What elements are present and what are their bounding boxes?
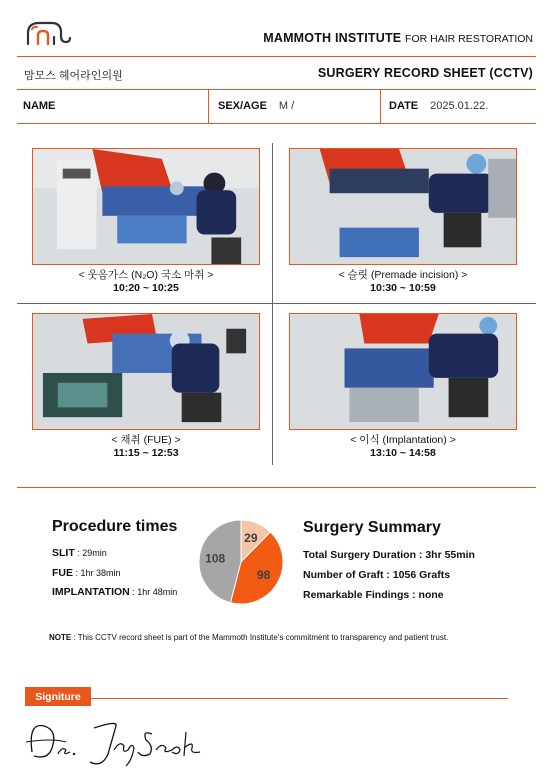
procedure-label: SLIT bbox=[52, 547, 75, 559]
summary-graft: Number of Graft : 1056 Grafts bbox=[303, 569, 451, 581]
photo-time: 10:20 ~ 10:25 bbox=[113, 282, 179, 294]
pie-slice-label: 98 bbox=[256, 567, 271, 582]
procedure-item bbox=[52, 544, 177, 564]
photo-caption: < 채취 (FUE) > bbox=[111, 434, 181, 446]
photo-grid-vertical-divider bbox=[272, 143, 273, 465]
cctv-photo-implantation bbox=[289, 313, 517, 430]
header-divider bbox=[17, 56, 536, 57]
note-text: : This CCTV record sheet is part of the Mammoth Institute's commitment to transparency and patient trust. bbox=[71, 633, 449, 642]
photo-cell-slit bbox=[289, 148, 517, 295]
summary-title: Surgery Summary bbox=[303, 519, 441, 536]
photo-grid-horizontal-divider bbox=[17, 303, 536, 304]
summary-list bbox=[303, 545, 475, 605]
procedure-label: IMPLANTATION bbox=[52, 586, 130, 598]
summary-duration: Total Surgery Duration : 3hr 55min bbox=[303, 549, 475, 561]
photo-time: 13:10 ~ 14:58 bbox=[370, 447, 436, 459]
photo-caption: < 이식 (Implantation) > bbox=[350, 434, 456, 446]
procedure-item bbox=[52, 564, 177, 584]
cctv-photo-anesthesia bbox=[32, 148, 260, 265]
photo-caption: < 슬릿 (Premade incision) > bbox=[338, 269, 468, 281]
procedure-list bbox=[52, 544, 177, 603]
procedure-value: : 29min bbox=[74, 548, 107, 558]
patient-info-row bbox=[17, 89, 536, 123]
signature-label: Signiture bbox=[25, 687, 91, 706]
photo-time: 11:15 ~ 12:53 bbox=[113, 447, 179, 459]
procedure-item bbox=[52, 583, 177, 603]
institute-sub: FOR HAIR RESTORATION bbox=[405, 33, 533, 45]
signature-handwriting bbox=[22, 712, 212, 770]
procedure-pie-chart bbox=[198, 519, 284, 605]
date-cell bbox=[381, 89, 536, 123]
mammoth-logo-icon bbox=[24, 20, 72, 46]
date-value: 2025.01.22. bbox=[430, 100, 489, 112]
note bbox=[49, 633, 448, 642]
cctv-photo-fue bbox=[32, 313, 260, 430]
name-cell bbox=[17, 89, 208, 123]
signature-line bbox=[91, 698, 508, 699]
procedure-label: FUE bbox=[52, 566, 73, 579]
pie-slice-label: 108 bbox=[205, 551, 226, 566]
info-bottom-line bbox=[17, 123, 536, 124]
sexage-cell bbox=[209, 89, 380, 123]
sheet-title: SURGERY RECORD SHEET (CCTV) bbox=[317, 66, 533, 80]
photo-cell-fue bbox=[32, 313, 260, 460]
photo-caption: < 웃음가스 (N₂O) 국소 마취 > bbox=[78, 269, 214, 281]
procedure-value: : 1hr 48min bbox=[129, 587, 178, 597]
photo-cell-implantation bbox=[289, 313, 517, 460]
procedure-value: : 1hr 38min bbox=[73, 567, 121, 578]
procedure-title: Procedure times bbox=[52, 518, 178, 535]
cctv-photo-slit bbox=[289, 148, 517, 265]
date-label: DATE bbox=[389, 100, 419, 112]
sexage-value: M / bbox=[278, 100, 295, 112]
institute-name bbox=[263, 31, 533, 45]
photo-time: 10:30 ~ 10:59 bbox=[370, 282, 436, 294]
note-label: NOTE bbox=[49, 633, 72, 642]
pie-slice-label: 29 bbox=[244, 530, 258, 545]
summary-divider bbox=[17, 487, 536, 488]
summary-findings: Remarkable Findings : none bbox=[303, 589, 444, 601]
clinic-name-kr: 맘모스 헤어라인의원 bbox=[24, 70, 123, 82]
name-label: NAME bbox=[23, 100, 56, 112]
photo-cell-anesthesia bbox=[32, 148, 260, 295]
sexage-label: SEX/AGE bbox=[218, 100, 267, 112]
institute-main: MAMMOTH INSTITUTE bbox=[263, 31, 402, 45]
